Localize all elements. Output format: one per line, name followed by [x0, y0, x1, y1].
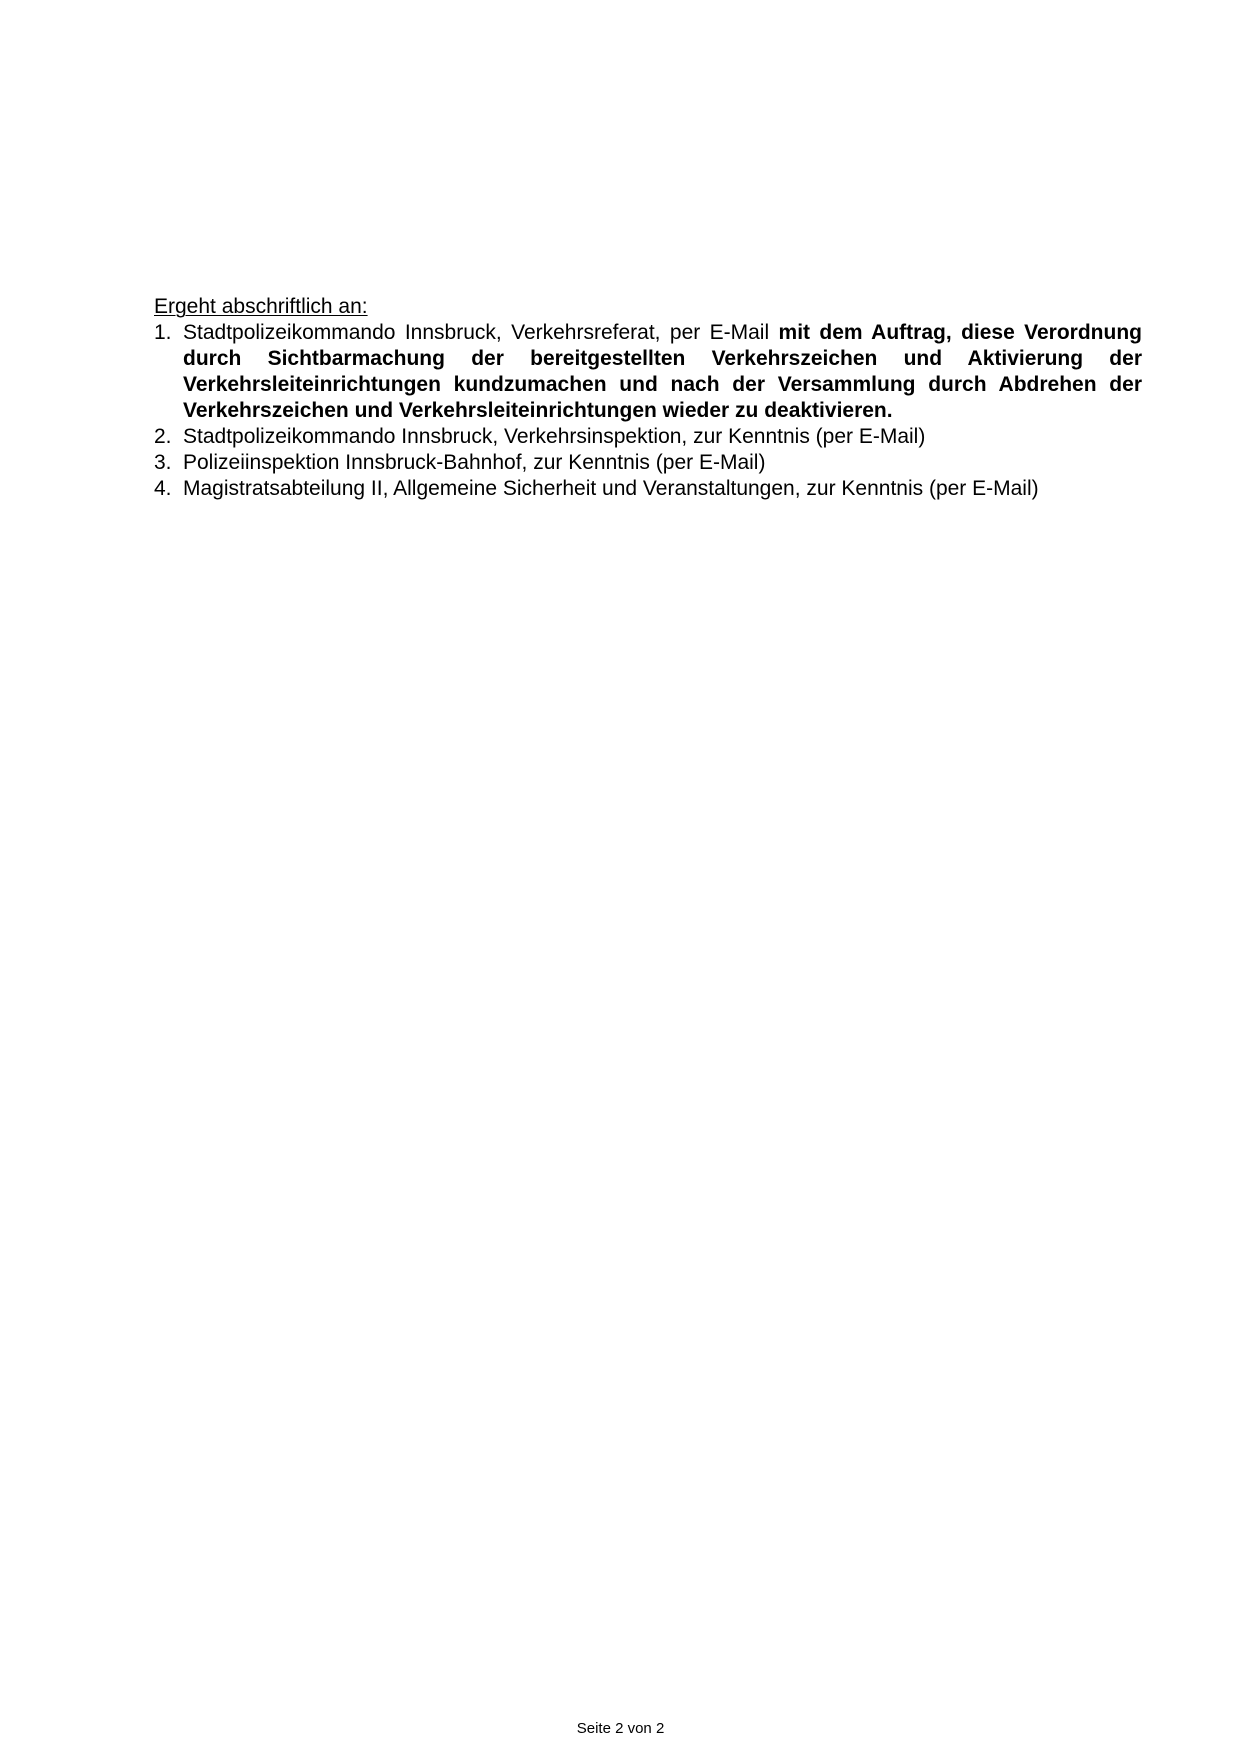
recipient-text-wrapper	[183, 320, 1142, 424]
recipient-list	[154, 320, 1142, 502]
recipient-text: Stadtpolizeikommando Innsbruck, Verkehrsinspektion, zur Kenntnis (per E-Mail)	[183, 425, 926, 448]
recipient-text: Magistratsabteilung II, Allgemeine Sicherheit und Veranstaltungen, zur Kenntnis (per E-Mail)	[183, 477, 1039, 500]
recipient-text: Stadtpolizeikommando Innsbruck, Verkehrsreferat, per E-Mail	[183, 321, 770, 344]
recipient-item	[154, 424, 1142, 450]
recipient-item	[154, 476, 1142, 502]
distribution-section	[154, 294, 1142, 502]
recipient-instruction: mit dem Auftrag, diese Verordnung durch Sichtbarmachung der bereitgestellten Verkehrszeichen und Aktivierung der Verkehrsleiteinrichtungen kundzumachen und nach der Versammlung durch Abdrehen der Verkehrszeichen und Verkehrsleiteinrichtungen wieder zu deaktivieren.	[183, 321, 1142, 422]
recipient-text: Polizeiinspektion Innsbruck-Bahnhof, zur Kenntnis (per E-Mail)	[183, 451, 766, 474]
distribution-heading: Ergeht abschriftlich an:	[154, 295, 368, 318]
recipient-item	[154, 450, 1142, 476]
recipient-number: 3.	[154, 451, 172, 474]
recipient-number: 4.	[154, 477, 172, 500]
recipient-number: 1.	[154, 321, 172, 344]
recipient-item	[154, 320, 1142, 424]
recipient-number: 2.	[154, 425, 172, 448]
page-number-footer: Seite 2 von 2	[576, 1720, 665, 1737]
